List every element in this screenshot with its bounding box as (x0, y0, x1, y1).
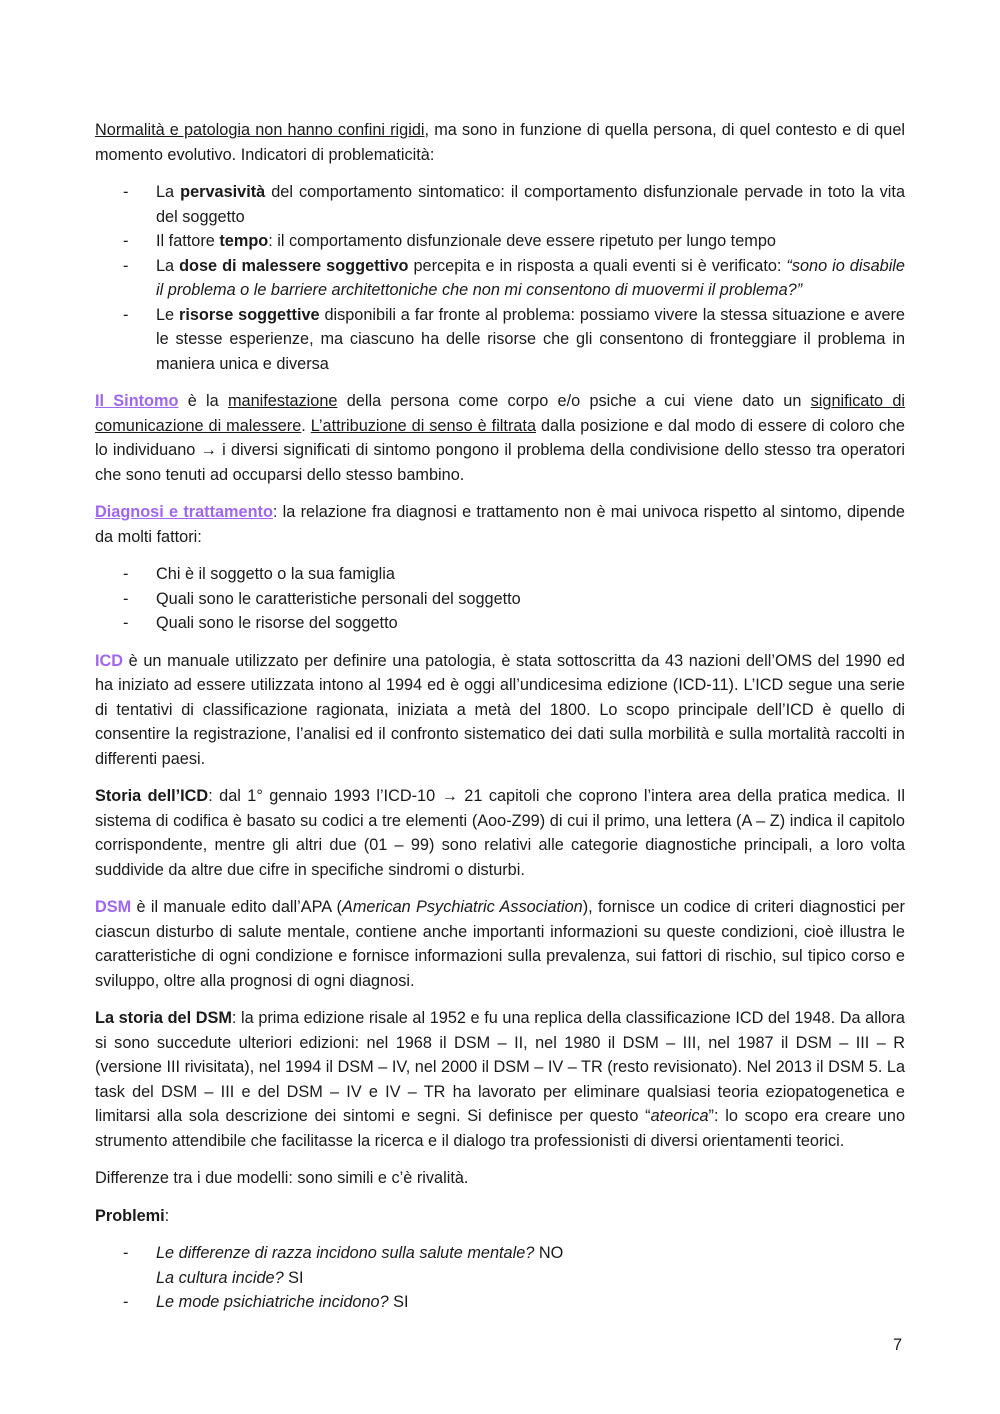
underlined-phrase: manifestazione (227, 392, 338, 410)
paragraph-text: ), fornisce un codice di criteri diagnostici per ciascun disturbo di salute mentale, contiene anche importanti informazioni su queste condizioni, cioè illustra le caratteristiche di ogni condizione e fornisce informazioni sulla prevalenza, sui fattori di rischio, sul tipico corso e sviluppo, oltre alla prognosi di ogni diagnosi. (95, 898, 905, 990)
list-item (95, 1290, 905, 1315)
paragraph-dsm (95, 895, 905, 993)
problematic-indicators-list (95, 180, 905, 376)
list-item-text: percepita e in risposta a quali eventi si è verificato: (408, 256, 787, 275)
paragraph-dsm-history (95, 1006, 905, 1153)
bold-heading: Storia dell’ICD (95, 787, 209, 805)
list-item-text: Le (156, 305, 179, 324)
paragraph-text: i diversi significati di sintomo pongono il problema della condivisione dello stesso tra operatori che sono tenuti ad occuparsi dello stesso bambino. (95, 441, 905, 484)
paragraph-text: è un manuale utilizzato per definire una patologia, è stata sottoscritta da 43 nazioni dell’OMS del 1990 ed ha iniziato ad essere utilizzata intono al 1994 ed è oggi all’undicesima edizione (ICD-11). L’ICD segue una serie di tentativi di classificazione ragionata, iniziata a metà del 1800. Lo scopo principale dell’ICD è quello di consentire la registrazione, l’analisi ed il confronto sistematico dei dati sulla morbilità e sulla mortalità raccolti in differenti paesi. (95, 651, 905, 768)
paragraph-icd (95, 649, 905, 772)
bold-heading: La storia del DSM (95, 1009, 232, 1027)
italic-text: ateorica (650, 1107, 709, 1125)
page-number: 7 (893, 1336, 903, 1354)
term-heading: ICD (95, 651, 124, 670)
term-heading: Diagnosi e trattamento (95, 503, 273, 521)
underlined-phrase: Normalità e patologia non hanno confini rigidi (95, 121, 425, 139)
problems-list (95, 1241, 905, 1315)
paragraph-text: : (164, 1206, 170, 1225)
paragraph-text: ”: lo scopo era creare uno strumento attendibile che facilitasse la ricerca e il dialogo tra professionisti di diversi orientamenti teorici. (95, 1107, 905, 1150)
italic-text: American Psychiatric Association (341, 898, 583, 916)
italic-question: Le differenze di razza incidono sulla salute mentale? (156, 1244, 535, 1262)
paragraph-text: 21 capitoli che coprono l’intera area della pratica medica. Il sistema di codifica è basato su codici a tre elementi (Aoo-Z99) di cui il primo, una lettera (A – Z) indica il capitolo corrispondente, mentre gli altri due (01 – 99) sono relativi alle categorie diagnostiche principali, a loro volta suddivide da altre due cifre in specifiche sindromi o disturbi. (95, 787, 905, 879)
bold-heading: Problemi (95, 1206, 165, 1225)
list-item (95, 180, 905, 229)
answer-text: NO (534, 1244, 564, 1262)
list-item-text: : il comportamento disfunzionale deve essere ripetuto per lungo tempo (268, 232, 776, 250)
term-heading: DSM (95, 898, 132, 916)
bold-term: tempo (219, 232, 269, 250)
paragraph-normality (95, 118, 905, 167)
bold-term: risorse soggettive (178, 305, 320, 324)
list-item-text: del comportamento sintomatico: il comportamento disfunzionale pervade in toto la vita del soggetto (156, 183, 905, 226)
term-heading: Il Sintomo (95, 392, 179, 410)
paragraph-text: , ma sono in funzione di quella persona, di quel contesto e di quel momento evolutivo. Indicatori di problematicità: (95, 121, 905, 164)
list-item-text: disponibili a far fronte al problema: possiamo vivere la stessa situazione e avere le stesse esperienze, ma ciascuno ha delle risorse che gli consentono di fronteggiare il problema in maniera unica e diversa (156, 305, 905, 373)
list-item (95, 1241, 905, 1290)
answer-text: SI (388, 1293, 409, 1311)
paragraph-sintomo (95, 389, 905, 487)
paragraph-diagnosi (95, 500, 905, 549)
list-item: - Chi è il soggetto o la sua famiglia (95, 562, 905, 587)
italic-question: La cultura incide? (156, 1268, 284, 1287)
paragraph-text: della persona come corpo e/o psiche a cui viene dato un (337, 392, 811, 410)
list-item: - Quali sono le caratteristiche personali del soggetto (95, 587, 905, 612)
list-item (95, 254, 905, 303)
paragraph-problems (95, 1204, 905, 1229)
list-item-continuation (156, 1266, 905, 1291)
list-item-text: La (156, 256, 180, 275)
answer-text: SI (283, 1268, 304, 1287)
paragraph-text: . (301, 416, 311, 435)
arrow-right-icon: → (200, 441, 217, 459)
arrow-right-icon: → (441, 787, 458, 805)
italic-quote: “sono io disabile il problema o le barriere architettoniche che non mi consentono di muovermi il problema?” (156, 256, 905, 299)
paragraph-text: : la prima edizione risale al 1952 e fu una replica della classificazione ICD del 1948. Da allora si sono succedute ulteriori edizioni: nel 1968 il DSM – II, nel 1980 il DSM – III, nel 1987 il DSM – III – R (versione III rivisitata), nel 1994 il DSM – IV, nel 2000 il DSM – IV – TR (resto revisionato). Nel 2013 il DSM 5. La task del DSM – III e del DSM – IV e IV – TR ha lavorato per eliminare qualsiasi teoria eziopatogenetica e limitarsi alla sola descrizione dei sintomi e segni. Si definisce per questo “ (95, 1009, 905, 1125)
bold-term: pervasività (180, 183, 266, 201)
paragraph-text: dalla posizione e dal modo di essere di coloro che lo individuano (95, 416, 905, 459)
list-item-text: Il fattore (156, 232, 220, 250)
paragraph-text: : dal 1° gennaio 1993 l’ICD-10 (208, 787, 442, 805)
bold-term: dose di malessere soggettivo (179, 256, 409, 275)
paragraph-text: : la relazione fra diagnosi e trattamento non è mai univoca rispetto al sintomo, dipende da molti fattori: (95, 503, 905, 546)
list-item-text: La (156, 183, 181, 201)
document-page (95, 118, 905, 1328)
underlined-phrase: L’attribuzione di senso è filtrata (310, 416, 537, 435)
italic-question: Le mode psichiatriche incidono? (156, 1293, 389, 1311)
paragraph-text: è la (178, 392, 228, 410)
paragraph-icd-history (95, 784, 905, 882)
list-item (95, 229, 905, 254)
underlined-phrase: significato di comunicazione di malessere (95, 392, 905, 435)
factors-list (95, 562, 905, 636)
list-item (95, 303, 905, 377)
paragraph-text: è il manuale edito dall’APA ( (131, 898, 342, 916)
list-item: - Quali sono le risorse del soggetto (95, 611, 905, 636)
paragraph-differences: Differenze tra i due modelli: sono simili e c’è rivalità. (95, 1169, 469, 1187)
